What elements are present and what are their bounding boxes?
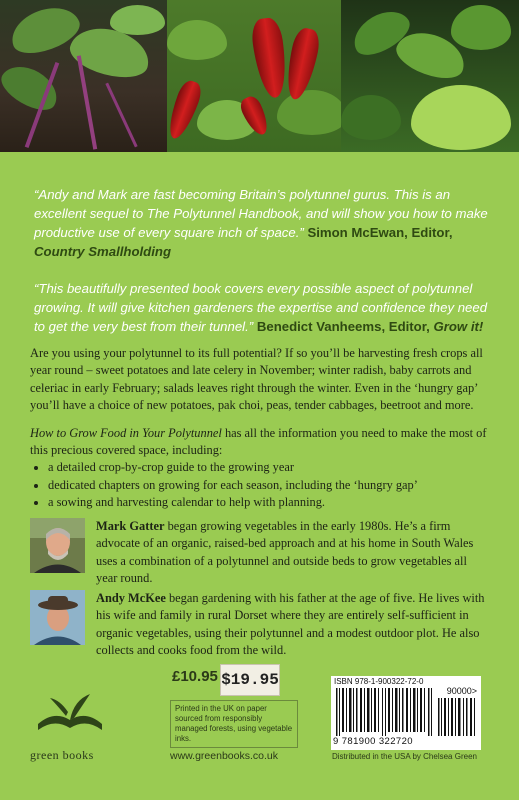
quote-attribution: Simon McEwan, Editor, Country Smallholding <box>34 225 453 259</box>
photo-strip <box>0 0 519 152</box>
author-bio-text: Mark Gatter began growing vegetables in the early 1980s. He’s a firm advocate of an organic, raised-bed approach and at his home in South Wales uses a combination of a polytunnel and outside beds to grow vegetables all year round. <box>96 519 474 586</box>
author-name: Andy McKee <box>96 591 166 605</box>
list-item: • dedicated chapters on growing for each season, including the ‘hungry gap’ <box>48 477 500 494</box>
features-paragraph: How to Grow Food in Your Polytunnel has all the information you need to make the most of this precious covered space, including: <box>30 425 487 458</box>
review-quotes <box>34 185 494 354</box>
book-title: How to Grow Food in Your Polytunnel <box>30 425 222 440</box>
barcode-addon-bars <box>437 698 477 736</box>
publisher-name: green books <box>30 748 94 762</box>
feature-list <box>30 459 500 511</box>
quote-attribution: Benedict Vanheems, Editor, Grow it! <box>256 319 484 334</box>
quote-source: Grow it! <box>433 319 484 334</box>
isbn-label: ISBN 978-1-900322-72-0 <box>334 677 424 686</box>
printed-note: Printed in the UK on paper sourced from responsibly managed forests, using vegetable inks. <box>170 700 298 748</box>
author-name: Mark Gatter <box>96 519 165 533</box>
intro-paragraph: Are you using your polytunnel to its full potential? If so you’ll be harvesting fresh crops all year round – sweet potatoes and late celery in November; winter radish, baby carrots and celeriac in early February; salads leaves right through the winter. Even in the ‘hungry gap’ you’ll have a choice of new potatoes, pak choi, peas, tender cabbages, beetroot and more. <box>30 346 483 413</box>
publisher-website: www.greenbooks.co.uk <box>170 750 278 762</box>
barcode-bars <box>335 688 433 736</box>
barcode-addon-code: 90000> <box>446 686 477 696</box>
chili-pepper-photo <box>167 0 341 152</box>
author-bio-mark <box>30 518 490 588</box>
list-item: • a sowing and harvesting calendar to help with planning. <box>48 494 500 511</box>
barcode <box>331 676 481 750</box>
uk-price: £10.95 <box>172 668 218 685</box>
review-quote <box>34 185 494 261</box>
list-item: • a detailed crop-by-crop guide to the growing year <box>48 459 500 476</box>
price-sticker: $19.95 <box>220 664 280 696</box>
author-bio-text: Andy McKee began gardening with his father at the age of five. He lives with his wife and family in rural Dorset where they are entirely self-sufficient in organic vegetables, using their polytunnel and a modest outdoor plot. He also collects and cooks food from the wild. <box>96 591 485 658</box>
quote-source: Country Smallholding <box>34 244 172 259</box>
kohlrabi-photo <box>0 0 167 152</box>
quote-text: “This beautifully presented book covers every possible aspect of polytunnel growing. It will give kitchen gardeners the expertise and confidence they need to get the very best from their tunnel.” <box>34 281 488 334</box>
author-photo <box>30 518 85 573</box>
quote-text: “Andy and Mark are fast becoming Britain’s polytunnel gurus. This is an excellent sequel to The Polytunnel Handbook, and will show you how to make productive use of every square inch of space.” <box>34 187 488 240</box>
barcode-digits: 9 781900 322720 <box>333 736 413 747</box>
author-photo <box>30 590 85 645</box>
review-quote <box>34 279 494 336</box>
lettuce-photo <box>341 0 519 152</box>
distribution-note: Distributed in the USA by Chelsea Green <box>332 752 477 761</box>
blurb <box>30 345 500 512</box>
author-bio-andy <box>30 590 490 660</box>
